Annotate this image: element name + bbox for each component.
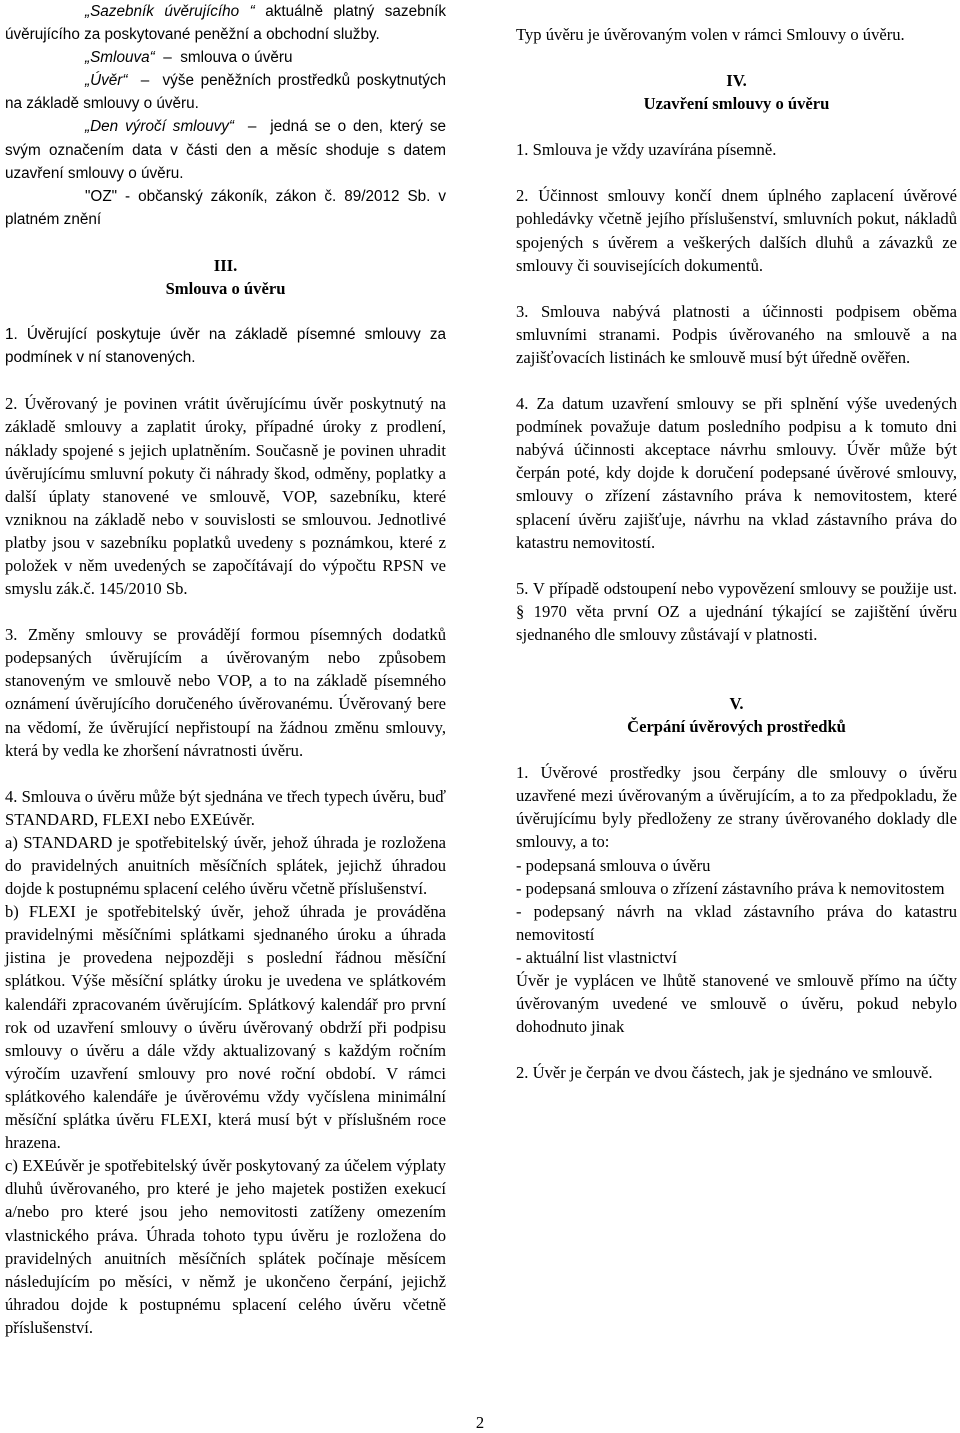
definition-text: který se svým označením data v části den a měsíc shoduje s datem uzavření smlouvy o úvěru. <box>5 118 446 182</box>
paragraph: b) FLEXI je spotřebitelský úvěr, jehož úhrada je prováděna pravidelnými měsíčními splátkami sjednaného úroku a úhrada jistina je provedena nejpozději s poslední řádnou měsíční splátkou. Výše měsíční splátky úroku je uvedena ve splátkovém kalendáři zpracovaném úvěrujícím. Splátkový kalendář pro první rok od uzavření smlouvy o úvěru úvěrovaný obdrží při podpisu smlouvy o úvěru a dále vždy aktualizovaný s každým ročním výročím uzavření smlouvy pro nové roční období. V rámci splátkového kalendáře je úvěrovému vždy vyčíslena minimální měsíční splátka úvěru FLEXI, která musí být v příslušném roce hrazena. <box>5 902 446 1153</box>
section-number: III. <box>213 255 238 275</box>
right-column <box>516 0 957 1084</box>
section-number: V. <box>729 693 744 713</box>
section-number: IV. <box>726 71 747 91</box>
paragraph: 3. Změny smlouvy se provádějí formou písemných dodatků podepsaných úvěrujícím a úvěrovaným nebo způsobem stanoveným ve smlouvě nebo VOP, a to na základě písemného oznámení úvěrujícího doručeného úvěrovanému. Úvěrovaný bere na vědomí, že úvěrující nepřistoupí na žádnou změnu smlouvy, která by vedla ke zhoršení návratnosti úvěru. <box>5 625 446 760</box>
paragraph: 5. V případě odstoupení nebo vypovězení smlouvy se použije ust. § 1970 věta první OZ a ujednání týkající se zajištění úvěru sjednaného dle smlouvy zůstávají v platnosti. <box>516 578 957 644</box>
definition-text: sazebník úvěrujícího za poskytované peněžní a obchodní služby. <box>5 3 447 44</box>
list-item: - podepsaná smlouva o zřízení zástavního práva k nemovitostem <box>516 878 945 898</box>
list-item: - aktuální list vlastnictví <box>516 947 677 967</box>
section-title: Smlouva o úvěru <box>165 279 286 299</box>
paragraph-continued <box>5 1154 446 1339</box>
definition-den-vyroci: „Den výročí smlouvy“ – jedná se o den, který se svým označením data v části den a měsíc shoduje s datem uzavření smlouvy o úvěru. <box>5 118 446 182</box>
paragraph: 1. Úvěrové prostředky jsou čerpány dle smlouvy o úvěru uzavřené mezi úvěrovaným a úvěrujícím, a to za předpokladu, že úvěrujícímu byly předloženy ze strany úvěrovaného doklady dle smlouvy, a to: <box>516 763 957 852</box>
paragraph: Typ úvěru je úvěrovaným volen v rámci Smlouvy o úvěru. <box>516 25 905 44</box>
definition-text: "OZ" - občanský zákoník, zákon č. 89/2012 <box>85 187 400 205</box>
paragraph-text: c) EXEúvěr je spotřebitelský úvěr poskytovaný za účelem výplaty dluhů úvěrovaného, pro které je jeho majetek postižen exekucí a/nebo pro které jsou jeho nemovitosti zatíženy omezením vlastnického práva. Úhrada tohoto typu úvěru je rozložena do pravidelných anuitních měsíčních splátek počínaje měsícem následujícím po měsíci, v němž je ukončeno čerpání, jejichž úhradou dojde k postupnému splacení celého úvěru včetně příslušenství. <box>5 1156 446 1337</box>
paragraph: 2. Účinnost smlouvy končí dnem úplného zaplacení úvěrové pohledávky včetně jejího příslušenství, smluvních pokut, nákladů spojených s úvěrem a veškerých dalších dluhů a závazků ze smlouvy či souvisejících dokumentů. <box>516 186 957 275</box>
term-uver: „Úvěr“ <box>85 72 128 90</box>
section-title: Uzavření smlouvy o úvěru <box>643 94 830 114</box>
definition-text: výše peněžních prostředků <box>162 72 351 90</box>
definition-smlouva: „Smlouva“ – smlouva o úvěru <box>85 49 293 67</box>
paragraph: 4. Za datum uzavření smlouvy se při splnění výše uvedených podmínek považuje datum posledního podpisu a k tomuto dni nabývá účinnosti akceptace návrhu smlouvy. Úvěr může být čerpán poté, kdy dojde k doručení podepsané úvěrové smlouvy, smlouvy o zřízení zástavního práva k nemovitostem, které splacení úvěru zajišťuje, návrhu na vklad zástavního práva do katastru nemovitostí. <box>516 394 957 552</box>
definition-uver: „Úvěr“ – výše peněžních prostředků poskytnutých na základě smlouvy o úvěru. <box>5 72 446 113</box>
definition-sazebnik <box>5 0 446 46</box>
definition-text: jedná se o den, <box>270 118 383 136</box>
term-smlouva: „Smlouva“ <box>85 49 155 67</box>
page-number: 2 <box>475 1413 485 1432</box>
paragraph: Úvěr je vyplácen ve lhůtě stanovené ve smlouvě přímo na účty úvěrovaným uvedené ve smlouvě o úvěru, pokud nebylo dohodnuto jinak <box>516 971 957 1037</box>
definition-text: aktuálně platný <box>265 3 375 20</box>
paragraph: 2. Úvěrovaný je povinen vrátit úvěrujícímu úvěr poskytnutý na základě smlouvy a zaplatit úroky, případné úroky z prodlení, náklady spojené s jejich uplatněním. Současně je povinen uhradit úvěrujícímu smluvní pokuty či náhrady škod, odměny, poplatky a další úplaty stanovené ve smlouvě, VOP, sazebníku, které vzniknou na základě nebo v souvislosti se smlouvou. Jednotlivé platby jsou v sazebníku poplatků uvedeny s poznámkou, které z položek v něm uvedených se započítávají do výpočtu RPSN ve smyslu zák.č. 145/2010 Sb. <box>5 394 446 599</box>
section-title: Čerpání úvěrových prostředků <box>627 717 846 737</box>
paragraph: 4. Smlouva o úvěru může být sjednána ve třech typech úvěru, buď STANDARD, FLEXI nebo EXEúvěr. <box>5 786 446 829</box>
list-item: - podepsaný návrh na vklad zástavního práva do katastru nemovitostí <box>516 901 957 944</box>
left-column <box>5 0 446 1339</box>
paragraph: a) STANDARD je spotřebitelský úvěr, jehož úhrada je rozložena do pravidelných anuitních měsíčních splátek, jejichž úhradou dojde k postupnému splacení celého úvěru včetně příslušenství. <box>5 832 446 899</box>
definition-text: Sb. v platném znění <box>5 187 446 228</box>
term-sazebnik: „Sazebník úvěrujícího “ <box>85 3 255 20</box>
definition-text: smlouva o úvěru <box>180 49 293 67</box>
definition-text: poskytnutých na základě smlouvy o úvěru. <box>5 72 446 113</box>
term-den-vyroci: „Den výročí smlouvy“ <box>85 118 234 136</box>
paragraph: 1. Smlouva je vždy uzavírána písemně. <box>516 140 777 160</box>
list-item: - podepsaná smlouva o úvěru <box>516 855 711 875</box>
paragraph: 3. Smlouva nabývá platnosti a účinnosti podpisem oběma smluvními stranami. Podpis úvěrovaného na smlouvě a na zajišťovacích listinách ke smlouvě musí být úředně ověřen. <box>516 301 957 367</box>
definition-oz <box>5 185 446 231</box>
paragraph: 1. Úvěrující poskytuje úvěr na základě písemné smlouvy za podmínek v ní stanovených. <box>5 326 446 367</box>
paragraph: 2. Úvěr je čerpán ve dvou částech, jak je sjednáno ve smlouvě. <box>516 1063 933 1083</box>
